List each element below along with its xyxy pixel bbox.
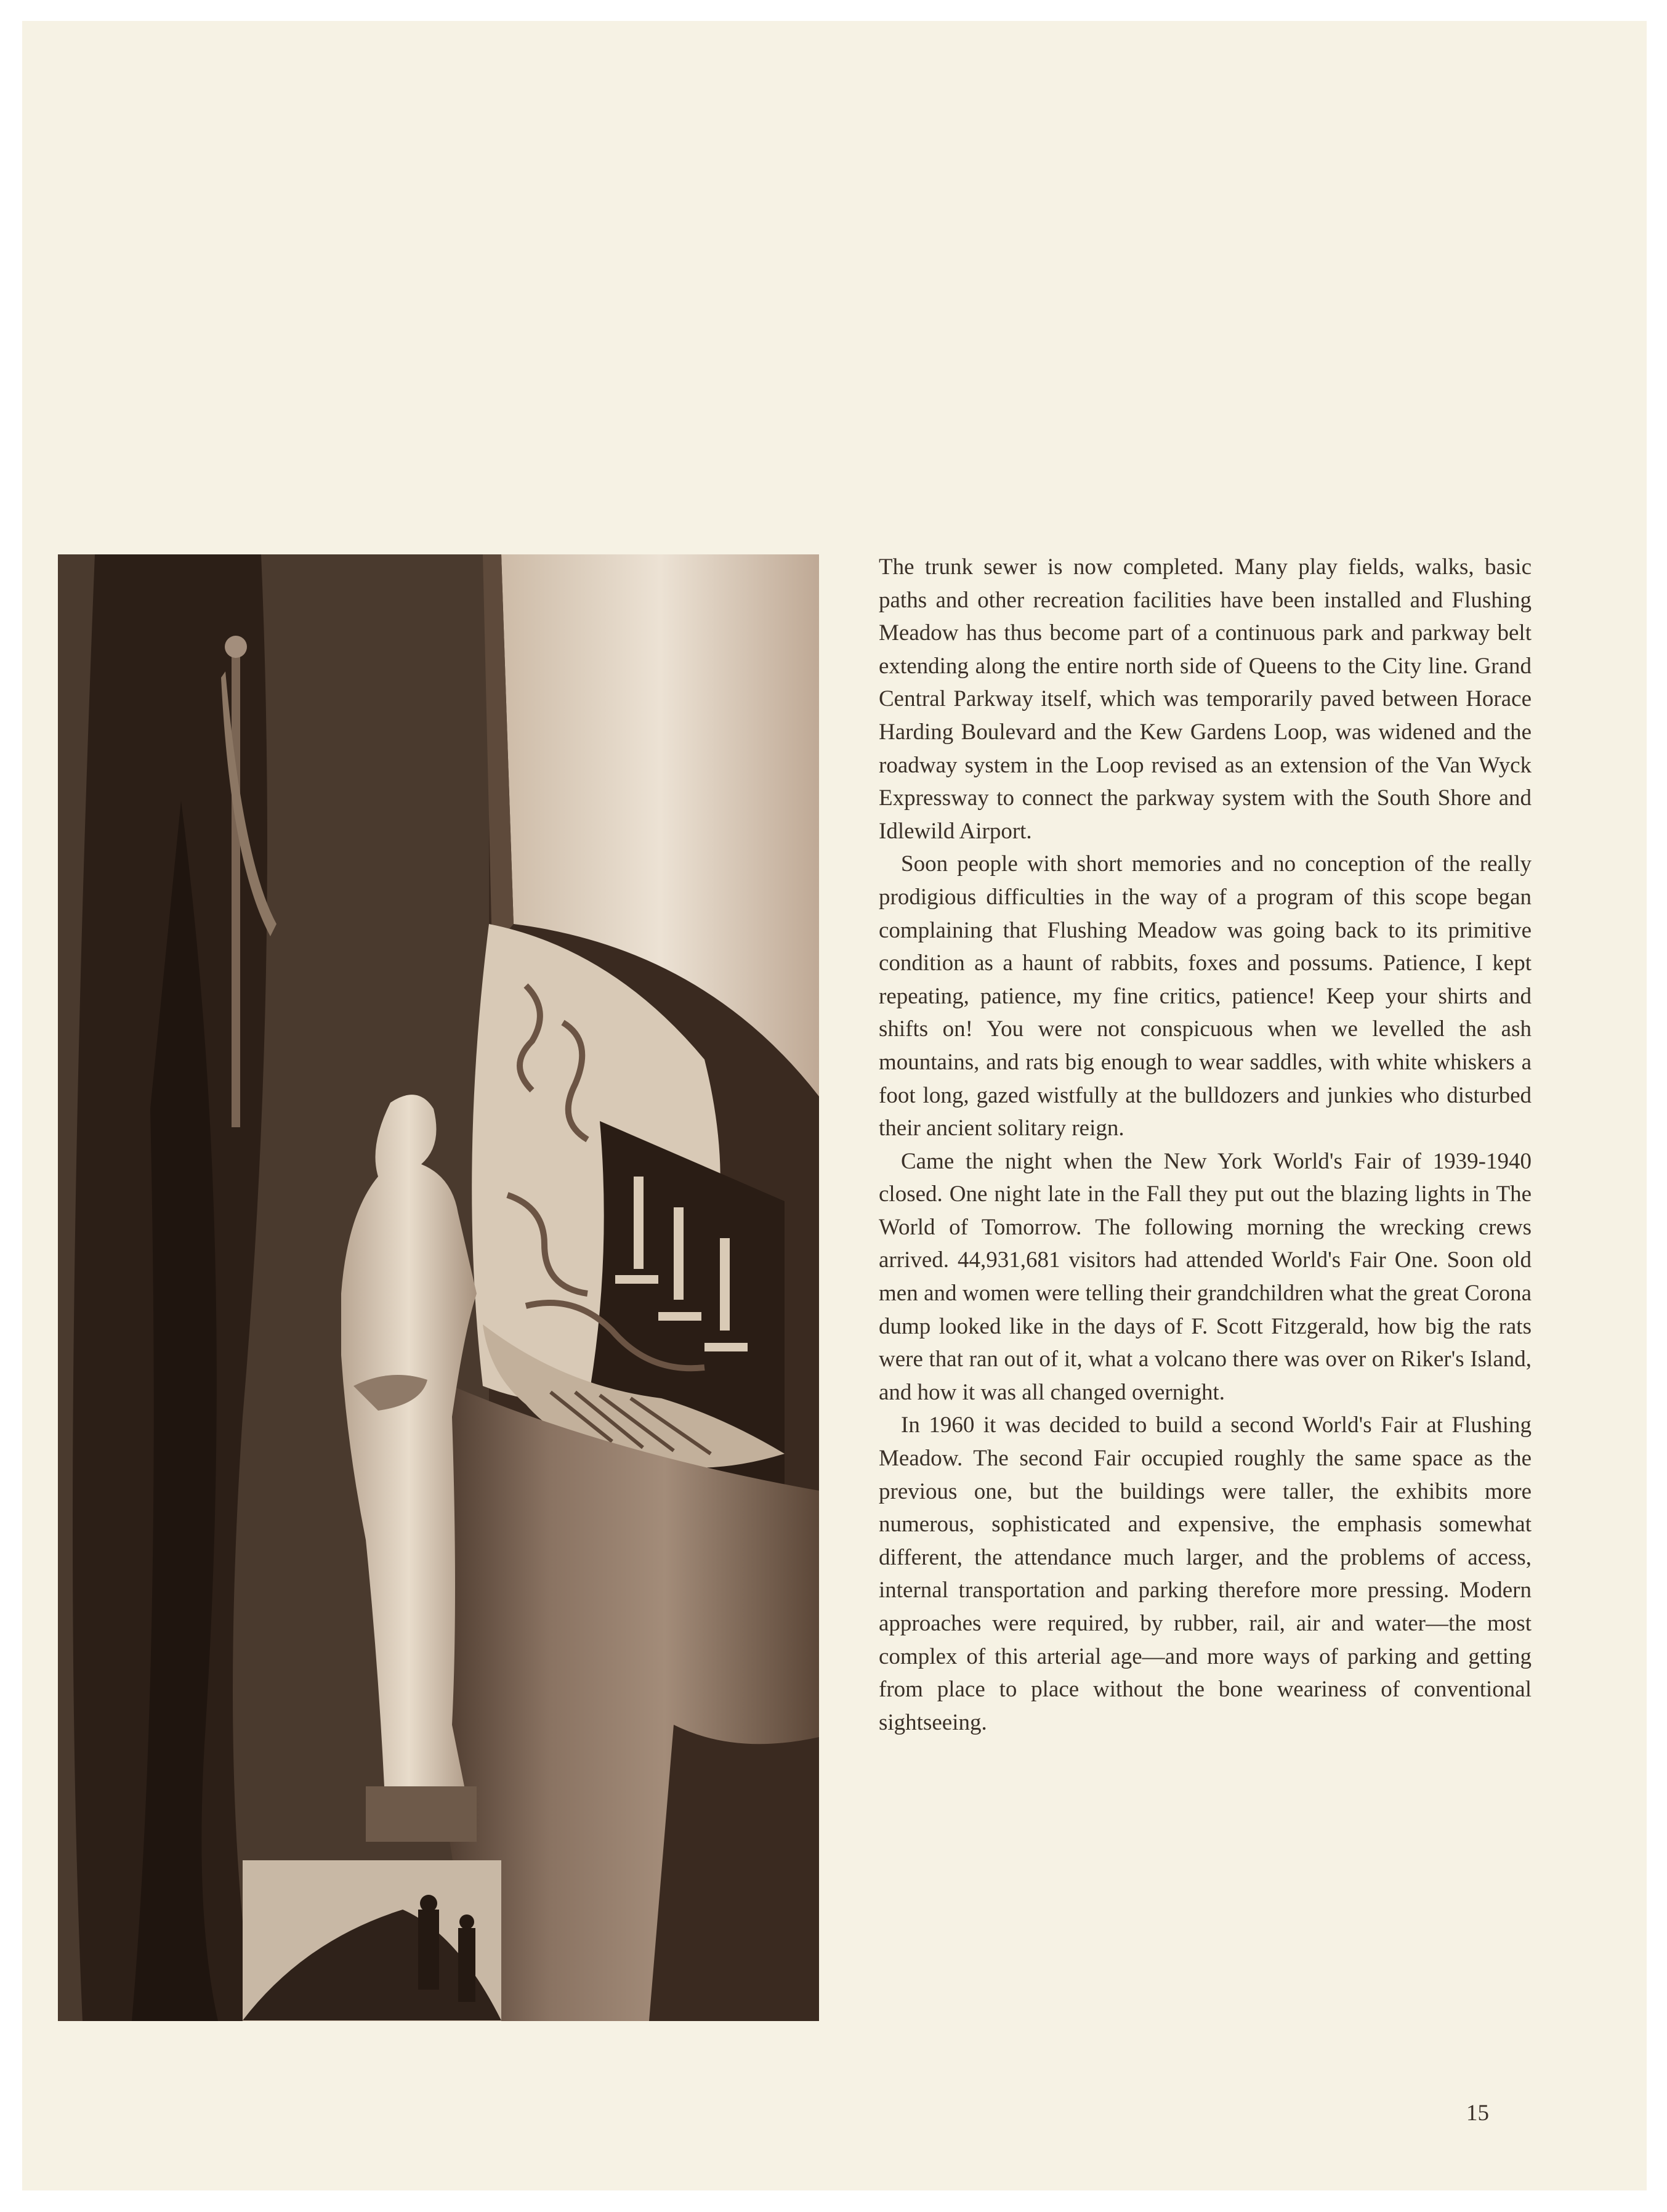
paragraph-worlds-fair-one: Came the night when the New York World's Fair of 1939-1940 closed. One night late in the Fall they put out the blazing lights in The World of Tomorrow. The following morning the wrecking crews arrived. 44,931,681 visitors had attended World's Fair One. Soon old men and women were telling their grandchildren what the great Corona dump looked like in the days of F. Scott Fitzgerald, how big the rats were that ran out of it, what a volcano there was over on Riker's Island, and how it was all changed overnight. <box>879 1148 1532 1405</box>
article-body <box>879 551 1532 1739</box>
paragraph-trunk-sewer: The trunk sewer is now completed. Many play fields, walks, basic paths and other recreation facilities have been installed and Flushing Meadow has thus become part of a continuous park and parkway belt extending along the entire north side of Queens to the City line. Grand Central Parkway itself, which was temporarily paved between Horace Harding Boulevard and the Kew Gardens Loop, was widened and the roadway system in the Loop revised as an extension of the Van Wyck Expressway to connect the parkway system with the South Shore and Idlewild Airport. <box>879 554 1532 844</box>
book-page <box>22 21 1647 2190</box>
sepia-photograph <box>58 554 819 2021</box>
page-number: 15 <box>1466 2101 1489 2126</box>
paragraph-patience: Soon people with short memories and no conception of the really prodigious difficulties in the way of a program of this scope began complaining that Flushing Meadow was going back to its primitive condition as a haunt of rabbits, foxes and possums. Patience, I kept repeating, patience, my fine critics, patience! Keep your shirts and shifts on! You were not conspicuous when we levelled the ash mountains, and rats big enough to wear saddles, with white whiskers a foot long, gazed wistfully at the bulldozers and junkies who disturbed their ancient solitary reign. <box>879 851 1532 1141</box>
paragraph-second-fair: In 1960 it was decided to build a second World's Fair at Flushing Meadow. The second Fair occupied roughly the same space as the previous one, but the buildings were taller, the exhibits more numerous, sophisticated and expensive, the emphasis somewhat different, the attendance much larger, and the problems of access, internal transportation and parking therefore more pressing. Modern approaches were required, by rubber, rail, air and water—the most complex of this arterial age—and more ways of parking and getting from place to place without the bone weariness of conventional sightseeing. <box>879 1412 1532 1735</box>
photo-illustration <box>58 554 819 2021</box>
